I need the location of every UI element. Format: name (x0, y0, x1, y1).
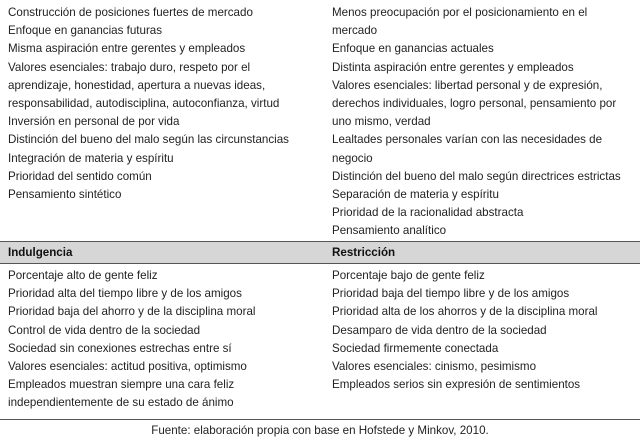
bottom-right-line: Desamparo de vida dentro de la sociedad (332, 323, 547, 337)
top-right-line: negocio (332, 151, 373, 165)
bottom-right-line: Porcentaje bajo de gente feliz (332, 269, 485, 282)
bottom-right-line: Prioridad alta de los ahorros y de la disciplina moral (332, 305, 598, 319)
bottom-right-line: Empleados serios sin expresión de sentimientos (332, 378, 581, 392)
bottom-right-line: Valores esenciales: cinismo, pesimismo (332, 359, 537, 373)
top-left-line: aprendizaje, honestidad, apertura a nuevas ideas, (8, 78, 266, 92)
header-restriccion: Restricción (332, 246, 396, 259)
top-left-line: Pensamiento sintético (8, 187, 122, 201)
bottom-left-line: Porcentaje alto de gente feliz (8, 269, 158, 282)
top-right-line: mercado (332, 24, 378, 38)
top-right-line: Valores esenciales: libertad personal y de expresión, (332, 78, 603, 92)
header-indulgencia: Indulgencia (8, 246, 73, 259)
top-right-line: Prioridad de la racionalidad abstracta (332, 206, 524, 220)
bottom-left-line: independientemente de su estado de ánimo (8, 396, 234, 410)
top-right-line: uno mismo, verdad (332, 115, 431, 129)
top-left-column (0, 4, 322, 241)
bottom-left-line: Prioridad alta del tiempo libre y de los amigos (8, 287, 242, 301)
top-right-line: Pensamiento analítico (332, 224, 447, 238)
top-left-line: Inversión en personal de por vida (8, 115, 180, 129)
bottom-left-line: Prioridad baja del ahorro y de la disciplina moral (8, 305, 256, 319)
top-left-line: Prioridad del sentido común (8, 169, 152, 183)
top-right-column (322, 4, 640, 241)
top-left-line: Integración de materia y espíritu (8, 151, 174, 165)
bottom-right-line: Prioridad baja del tiempo libre y de los amigos (332, 287, 570, 301)
top-left-line: Misma aspiración entre gerentes y empleados (8, 42, 246, 56)
bottom-left-line: Valores esenciales: actitud positiva, optimismo (8, 359, 247, 373)
bottom-right-column (322, 267, 640, 419)
top-right-line: Enfoque en ganancias actuales (332, 42, 494, 56)
top-left-line: Construcción de posiciones fuertes de mercado (8, 6, 253, 19)
top-right-line: Menos preocupación por el posicionamiento en el (332, 6, 588, 19)
section-header-row (0, 241, 640, 264)
top-right-line: derechos individuales, logro personal, pensamiento por (332, 96, 617, 110)
top-right-line: Separación de materia y espíritu (332, 187, 499, 201)
source-caption: Fuente: elaboración propia con base en Hofstede y Minkov, 2010. (151, 424, 489, 437)
top-left-line: Valores esenciales: trabajo duro, respeto por el (8, 60, 251, 74)
top-left-line: Distinción del bueno del malo según las circunstancias (8, 133, 289, 147)
bottom-left-line: Sociedad sin conexiones estrechas entre sí (8, 341, 232, 355)
top-left-line: Enfoque en ganancias futuras (8, 24, 163, 38)
top-right-line: Distinción del bueno del malo según directrices estrictas (332, 169, 621, 183)
bottom-left-column (0, 267, 322, 419)
top-left-line: responsabilidad, autodisciplina, autoconfianza, virtud (8, 96, 280, 110)
bottom-section (0, 264, 640, 419)
top-right-line: Lealtades personales varían con las necesidades de (332, 133, 603, 147)
bottom-left-line: Control de vida dentro de la sociedad (8, 323, 201, 337)
bottom-right-line: Sociedad firmemente conectada (332, 341, 499, 355)
top-right-line: Distinta aspiración entre gerentes y empleados (332, 60, 574, 74)
bottom-left-line: Empleados muestran siempre una cara feliz (8, 378, 235, 392)
